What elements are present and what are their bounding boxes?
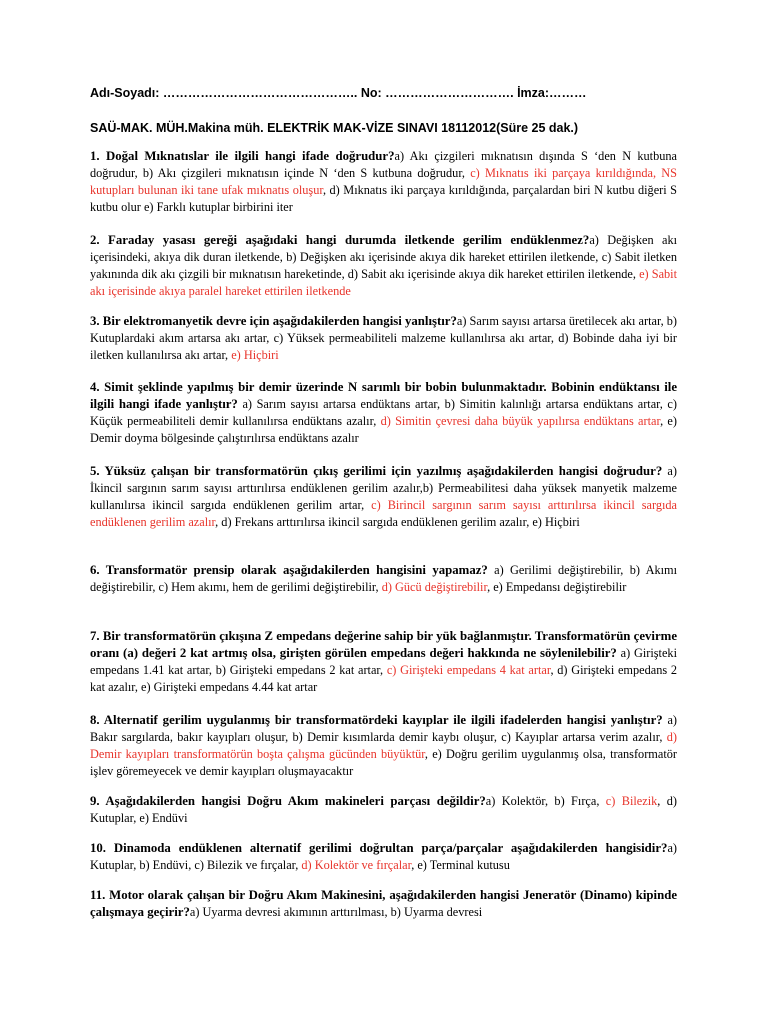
question-8	[90, 712, 677, 780]
options-text-rest: , e) Terminal kutusu	[411, 858, 510, 872]
question-4	[90, 379, 677, 447]
correct-answer: c) Birincil sargının sarım sayısı arttırılırsa ikincil sargıda endüklenen gerilim azalır	[90, 498, 678, 529]
options-text-rest: , e) Demir doyma bölgesinde çalıştırılırsa endüktans azalır	[90, 414, 677, 445]
options-text-rest: , e) Doğru gerilim uygulanmış olsa, transformatör işlev göremeyecek ve demir kayıpları oluşmayacaktır	[90, 747, 677, 778]
options-text: a) Akı çizgileri mıknatısın dışında S ‘den N kutbuna doğrudur, b) Akı çizgileri mıknatısın içinde N ‘den S kutbuna doğrudur,	[90, 149, 677, 180]
correct-answer: d) Demir kayıpları transformatörün boşta çalışma gücünden büyüktür	[90, 730, 677, 761]
question-6	[90, 562, 677, 596]
question-5	[90, 463, 677, 531]
correct-answer: c) Bilezik	[605, 794, 658, 808]
correct-answer: e) Hiçbiri	[231, 348, 279, 362]
question-2	[90, 232, 677, 300]
correct-answer: e) Sabit akı içerisinde akıya paralel hareket ettirilen iletkende	[90, 267, 678, 298]
student-info-line: Adı-Soyadı: ……………………………………….. No: …………………………. İmza:………	[90, 86, 587, 100]
question-text: 3. Bir elektromanyetik devre için aşağıdakilerden hangisi yanlıştır?	[90, 314, 457, 328]
question-1	[90, 148, 677, 216]
question-text: 7. Bir transformatörün çıkışına Z empedans değerine sahip bir yük bağlanmıştır. Transformatörün çevirme oranı (a) değeri 2 kat artmış olsa, girişten görülen empedans değeri hakkında ne söylenilebilir?	[90, 629, 677, 660]
options-text-rest: , d) Mıknatıs iki parçaya kırıldığında, parçalardan biri N kutbu diğeri S kutbu olur e) Farklı kutuplar birbirini iter	[90, 183, 677, 214]
question-7	[90, 628, 677, 696]
options-text: a) İkincil sargının sarım sayısı arttırılırsa endüklenen gerilim azalır,b) Permeabilitesi daha yüksek manyetik malzeme kullanılırsa ikincil sargıda endüklenen gerilim artar,	[90, 464, 677, 512]
question-text: 11. Motor olarak çalışan bir Doğru Akım Makinesini, aşağıdakilerden hangisi Jeneratör (Dinamo) kipinde çalışmaya geçirir?	[90, 888, 677, 919]
options-text: a) Değişken akı içerisindeki, akıya dik duran iletkende, b) Değişken akı içerisinde akıya dik hareket ettirilen iletkende, c) Sabit iletken yakınında dik akı çizgili bir mıknatısın hareketinde, d) Sabit akı içerisinde akıya dik hareket ettirilen iletkende,	[90, 233, 678, 281]
options-text: a) Sarım sayısı artarsa endüktans artar, b) Simitin kalınlığı artarsa endüktans artar, c) Küçük permeabiliteli demir kullanılırsa endüktans azalır,	[90, 397, 677, 428]
question-text: 5. Yüksüz çalışan bir transformatörün çıkış gerilimi için yazılmış aşağıdakilerden hangisi doğrudur?	[90, 464, 663, 478]
question-10	[90, 840, 677, 874]
question-text: 10. Dinamoda endüklenen alternatif gerilimi doğrultan parça/parçalar aşağıdakilerden hangisidir?	[90, 841, 668, 855]
question-3	[90, 313, 677, 364]
options-text: a) Uyarma devresi akımının arttırılması, b) Uyarma devresi	[189, 905, 483, 919]
options-text: a) Sarım sayısı artarsa üretilecek akı artar, b) Kutuplardaki akım artarsa akı artar, c) Yüksek permeabiliteli malzeme kullanılırsa akı artar, d) Bobinde daha iyi bir iletken kullanılırsa akı artar,	[90, 314, 677, 362]
question-11	[90, 887, 677, 921]
options-text: a) Gerilimi değiştirebilir, b) Akımı değiştirebilir, c) Hem akımı, hem de gerilimi değiştirebilir,	[90, 563, 677, 594]
question-9	[90, 793, 677, 827]
question-text: 1. Doğal Mıknatıslar ile ilgili hangi ifade doğrudur?	[90, 149, 395, 163]
question-text: 4. Simit şeklinde yapılmış bir demir üzerinde N sarımlı bir bobin bulunmaktadır. Bobinin endüktansı ile ilgili hangi ifade yanlıştır?	[90, 380, 677, 411]
options-text-rest: , e) Empedansı değiştirebilir	[487, 580, 627, 594]
options-text: a) Kolektör, b) Fırça,	[485, 794, 606, 808]
correct-answer: d) Kolektör ve fırçalar	[301, 858, 412, 872]
question-text: 9. Aşağıdakilerden hangisi Doğru Akım makineleri parçası değildir?	[90, 794, 486, 808]
correct-answer: d) Gücü değiştirebilir	[381, 580, 488, 594]
options-text: a) Girişteki empedans 1.41 kat artar, b) Girişteki empedans 2 kat artar,	[90, 646, 677, 677]
options-text-rest: , d) Frekans arttırılırsa ikincil sargıda endüklenen gerilim azalır, e) Hiçbiri	[215, 515, 580, 529]
options-text: a) Kutuplar, b) Endüvi, c) Bilezik ve fırçalar,	[90, 841, 677, 872]
question-text: 2. Faraday yasası gereği aşağıdaki hangi durumda iletkende gerilim endüklenmez?	[90, 233, 590, 247]
options-text-rest: , d) Kutuplar, e) Endüvi	[90, 794, 677, 825]
question-text: 6. Transformatör prensip olarak aşağıdakilerden hangisini yapamaz?	[90, 563, 488, 577]
options-text-rest: , d) Girişteki empedans 2 kat azalır, e) Girişteki empedans 4.44 kat artar	[90, 663, 678, 694]
correct-answer: d) Simitin çevresi daha büyük yapılırsa endüktans artar	[380, 414, 661, 428]
exam-title: SAÜ-MAK. MÜH.Makina müh. ELEKTRİK MAK-VİZE SINAVI 18112012(Süre 25 dak.)	[90, 121, 579, 135]
correct-answer: c) Girişteki empedans 4 kat artar	[386, 663, 551, 677]
options-text: a) Bakır sargılarda, bakır kayıpları oluşur, b) Demir kısımlarda demir kaybı oluşur, c) Kayıplar artarsa verim azalır,	[90, 713, 677, 744]
question-text: 8. Alternatif gerilim uygulanmış bir transformatördeki kayıplar ile ilgili ifadelerden hangisi yanlıştır?	[90, 713, 663, 727]
correct-answer: c) Mıknatıs iki parçaya kırıldığında, NS kutupları bulunan iki tane ufak mıknatıs oluşur	[90, 166, 677, 197]
